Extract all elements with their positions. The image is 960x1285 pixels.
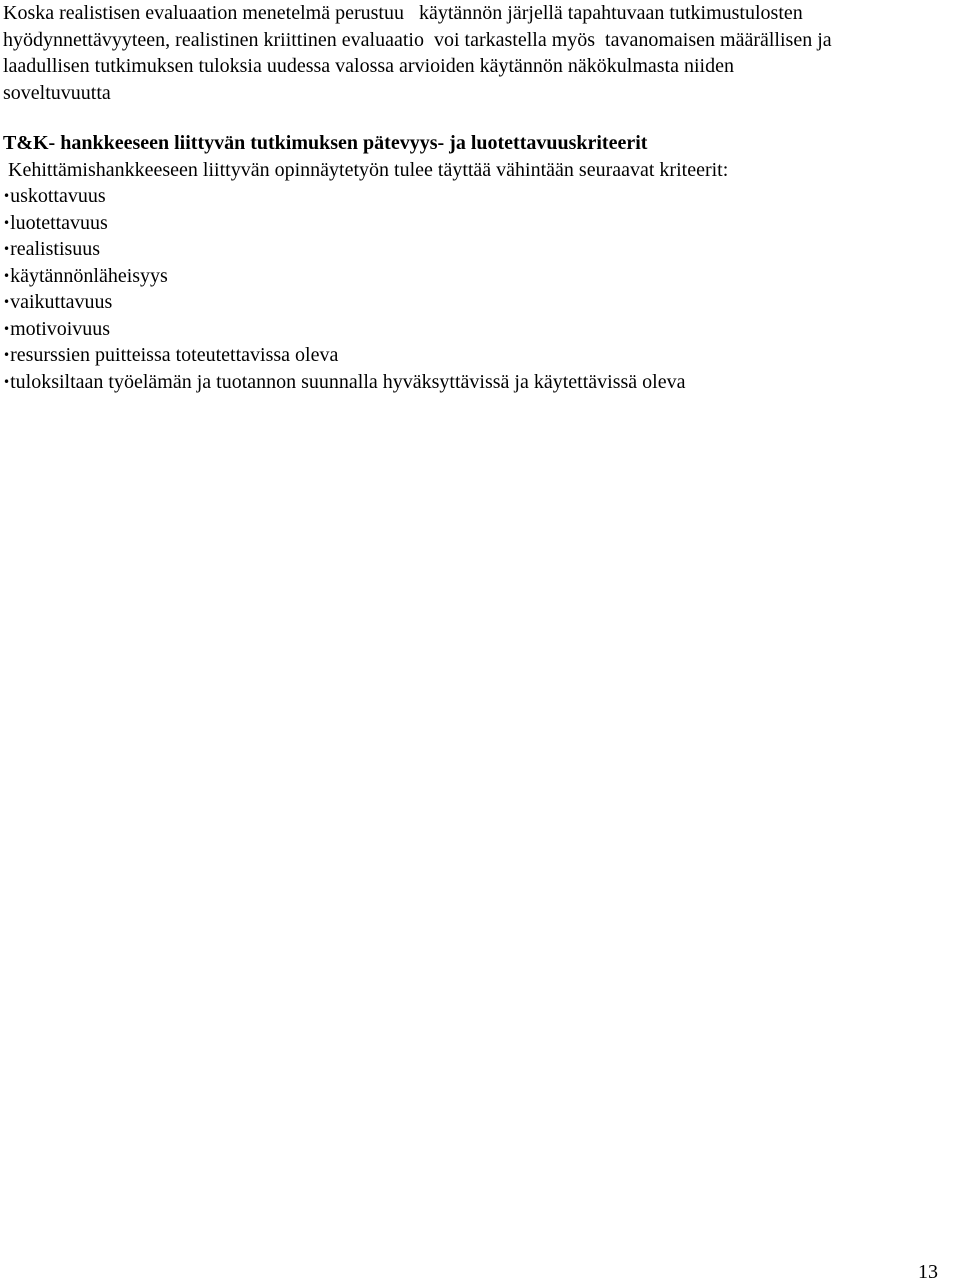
criteria-label: realistisuus — [10, 238, 101, 260]
criteria-label: tuloksiltaan työelämän ja tuotannon suunnalla hyväksyttävissä ja käytettävissä oleva — [10, 370, 686, 393]
bullet-icon: • — [3, 348, 11, 362]
criteria-list-item — [3, 369, 960, 396]
criteria-label: motivoivuus — [10, 317, 111, 340]
intro-line: laadullisen tutkimuksen tuloksia uudessa valossa arvioiden käytännön näkökulmasta niiden — [3, 55, 734, 77]
section-heading: T&K- hankkeeseen liittyvän tutkimuksen pätevyys- ja luotettavuuskriteerit — [3, 132, 648, 154]
page-number: 13 — [918, 1261, 938, 1283]
criteria-label: luotettavuus — [10, 211, 108, 234]
bullet-icon: • — [3, 242, 11, 256]
section-lead-text: Kehittämishankkeeseen liittyvän opinnäytetyön tulee täyttää vähintään seuraavat kriteerit: — [3, 158, 729, 181]
criteria-list-item — [3, 210, 960, 237]
criteria-list-item — [3, 236, 960, 263]
bullet-icon: • — [3, 374, 11, 389]
intro-paragraph — [3, 0, 960, 106]
bullet-icon: • — [3, 215, 11, 230]
criteria-list — [3, 183, 960, 395]
criteria-label: käytännönläheisyys — [10, 264, 168, 287]
criteria-list-item — [3, 183, 960, 210]
criteria-label: uskottavuus — [10, 185, 106, 207]
criteria-list-item — [3, 289, 960, 316]
criteria-section — [3, 130, 960, 395]
intro-line: hyödynnettävyyteen, realistinen kriittinen evaluaatio voi tarkastella myös tavanomaisen määrällisen ja — [3, 28, 832, 51]
bullet-icon: • — [3, 295, 11, 309]
intro-line: soveltuvuutta — [3, 81, 111, 104]
criteria-label: vaikuttavuus — [10, 291, 113, 313]
bullet-icon: • — [3, 189, 11, 203]
criteria-list-item — [3, 316, 960, 343]
intro-line: Koska realistisen evaluaation menetelmä perustuu käytännön järjellä tapahtuvaan tutkimustulosten — [3, 2, 803, 24]
criteria-list-item — [3, 263, 960, 290]
criteria-list-item — [3, 342, 960, 369]
bullet-icon: • — [3, 268, 11, 283]
criteria-label: resurssien puitteissa toteutettavissa oleva — [10, 344, 339, 366]
bullet-icon: • — [3, 321, 11, 336]
